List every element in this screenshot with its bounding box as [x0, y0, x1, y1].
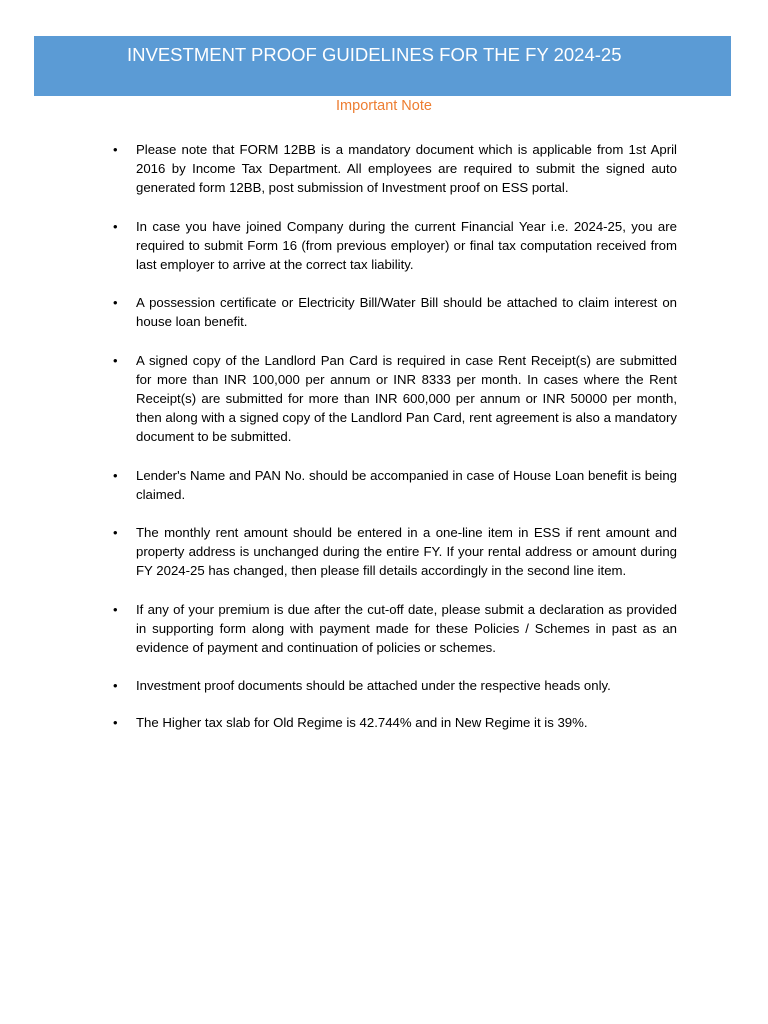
bullet-icon: •	[113, 715, 118, 731]
guideline-text: The monthly rent amount should be entered in a one-line item in ESS if rent amount and property address is unchanged during the entire FY. If your rental address or amount during FY 2024-25 has changed, then please fill details accordingly in the second line item.	[136, 525, 677, 579]
guideline-text: Investment proof documents should be attached under the respective heads only.	[136, 678, 611, 694]
guideline-text: Lender's Name and PAN No. should be accompanied in case of House Loan benefit is being claimed.	[136, 467, 677, 502]
guidelines-list	[113, 140, 677, 751]
guideline-text: Please note that FORM 12BB is a mandatory document which is applicable from 1st April 2016 by Income Tax Department. All employees are required to submit the signed auto generated form 12BB, post submission of Investment proof on ESS portal.	[136, 142, 677, 196]
guideline-item	[113, 713, 677, 732]
bullet-icon: •	[113, 218, 118, 234]
guideline-item	[113, 351, 677, 447]
header-banner	[34, 36, 731, 96]
guideline-item	[113, 523, 677, 581]
bullet-icon: •	[113, 142, 118, 157]
bullet-icon: •	[113, 352, 118, 368]
guideline-text: The Higher tax slab for Old Regime is 42.744% and in New Regime it is 39%.	[136, 715, 588, 731]
guideline-item	[113, 217, 677, 275]
guideline-item	[113, 466, 677, 504]
guideline-item	[113, 293, 677, 331]
bullet-icon: •	[113, 295, 118, 311]
guideline-text: A signed copy of the Landlord Pan Card is required in case Rent Receipt(s) are submitted for more than INR 100,000 per annum or INR 8333 per month. In cases where the Rent Receipt(s) are submitted for more than INR 600,000 per annum or INR 50000 per month, then along with a signed copy of the Landlord Pan Card, rent agreement is also a mandatory document to be submitted.	[136, 352, 677, 445]
guideline-item	[113, 600, 677, 658]
bullet-icon: •	[113, 525, 118, 541]
guideline-text: In case you have joined Company during the current Financial Year i.e. 2024-25, you are required to submit Form 16 (from previous employer) or final tax computation received from last employer to arrive at the correct tax liability.	[136, 218, 677, 273]
guideline-item	[113, 676, 677, 695]
bullet-icon: •	[113, 467, 118, 483]
bullet-icon: •	[113, 678, 118, 694]
guideline-text: If any of your premium is due after the cut-off date, please submit a declaration as provided in supporting form along with payment made for these Policies / Schemes in past as an evidence of payment and continuation of policies or schemes.	[136, 601, 677, 656]
important-note-heading: Important Note	[336, 98, 432, 114]
guideline-item	[113, 140, 677, 198]
guideline-text: A possession certificate or Electricity Bill/Water Bill should be attached to claim interest on house loan benefit.	[136, 295, 677, 330]
page-title: INVESTMENT PROOF GUIDELINES FOR THE FY 2024-25	[127, 44, 622, 65]
bullet-icon: •	[113, 601, 118, 617]
